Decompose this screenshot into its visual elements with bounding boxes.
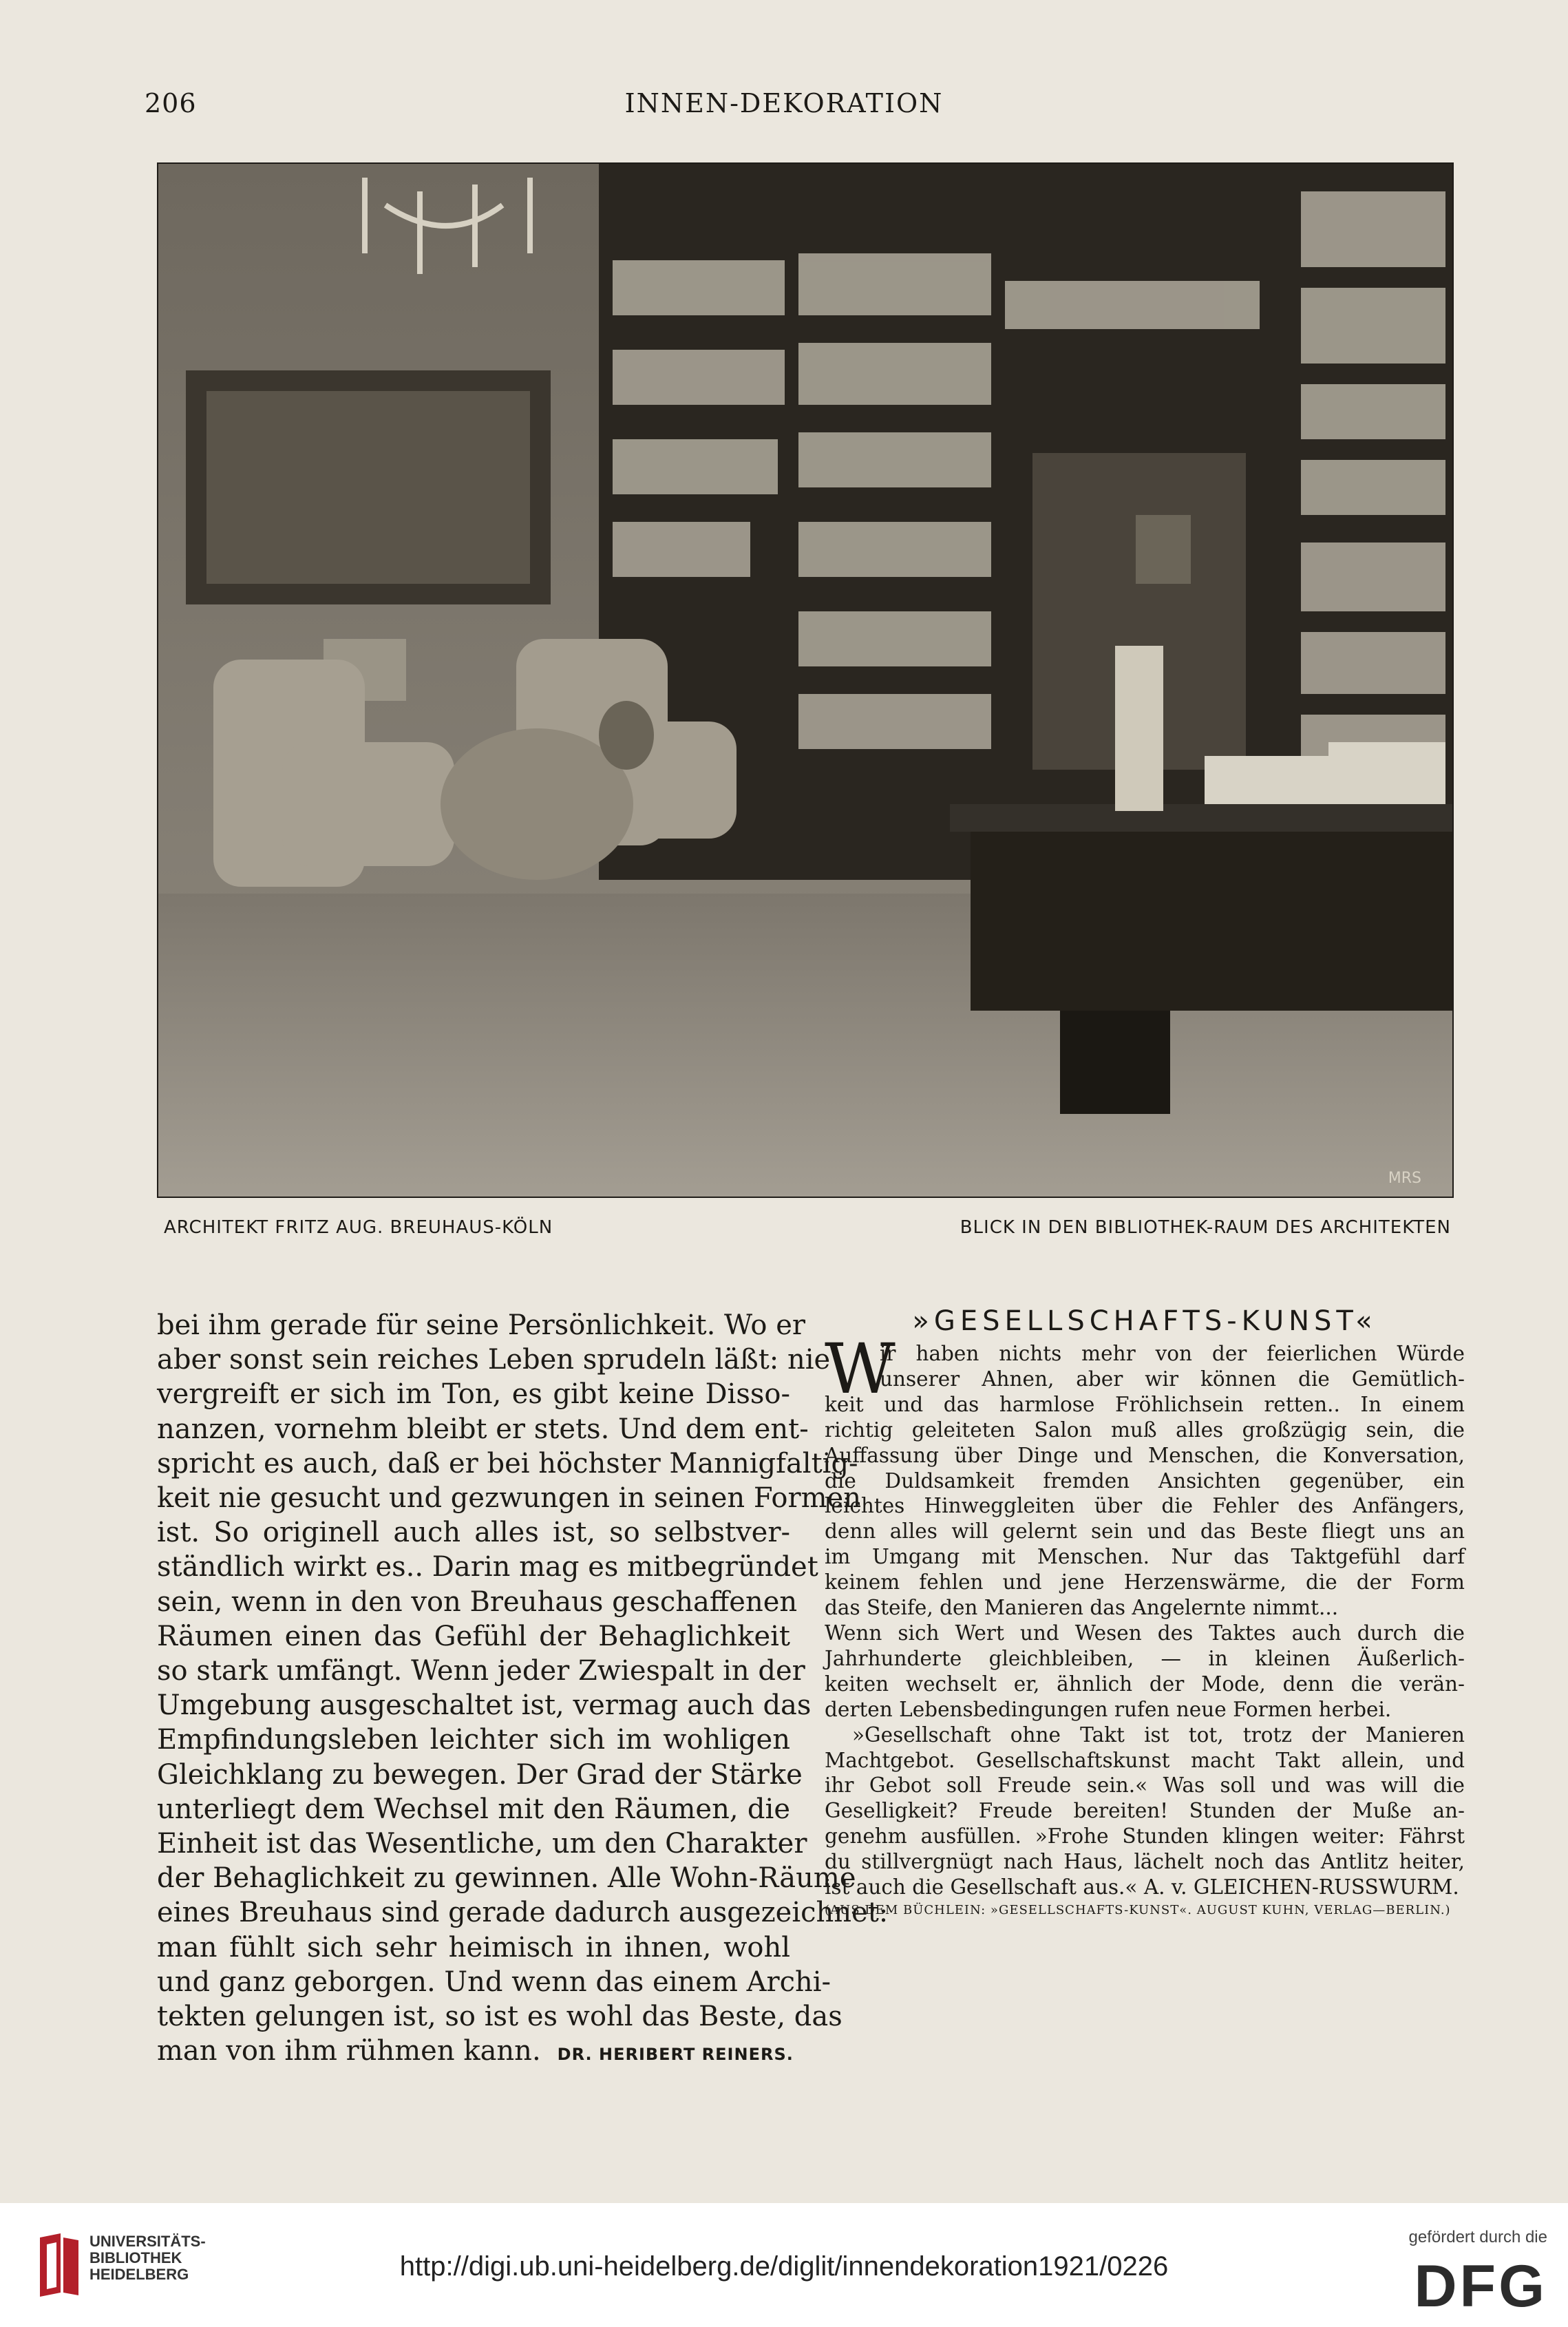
text-line: unserer Ahnen, aber wir können die Gemütlich-: [880, 1367, 1465, 1391]
text-line: derten Lebensbedingungen rufen neue Formen herbei.: [825, 1697, 1392, 1721]
essay-body: [825, 1329, 1465, 1917]
text-line: man von ihm rühmen kann.: [157, 2035, 541, 2067]
text-line: Empfindungsleben leichter sich im wohligen: [157, 1724, 790, 1756]
desk-vase: [1115, 646, 1163, 811]
text-line: richtig geleiteten Salon muß alles großzügig sein, die: [825, 1418, 1465, 1442]
text-line: Auffassung über Dinge und Menschen, die Konversation,: [825, 1443, 1465, 1467]
caption-architect: ARCHITEKT FRITZ AUG. BREUHAUS-KÖLN: [164, 1217, 553, 1238]
text-line: tekten gelungen ist, so ist es wohl das Beste, das: [157, 2001, 843, 2033]
funding-label: gefördert durch die: [1408, 2228, 1547, 2246]
dfg-logo: DFG: [1414, 2253, 1547, 2319]
library-name-line: HEIDELBERG: [89, 2266, 189, 2283]
text-line: keit nie gesucht und gezwungen in seinen Formen: [157, 1482, 861, 1515]
essay-title: »GESELLSCHAFTS-KUNST«: [912, 1305, 1377, 1337]
text-line: unterliegt dem Wechsel mit den Räumen, die: [157, 1793, 790, 1825]
text-line: eines Breuhaus sind gerade dadurch ausgezeichnet:: [157, 1897, 889, 1929]
text-line: keiten wechselt er, ähnlich der Mode, denn die verän-: [825, 1672, 1465, 1696]
text-line: im Umgang mit Menschen. Nur das Taktgefühl darf: [825, 1545, 1465, 1569]
permalink-url[interactable]: http://digi.ub.uni-heidelberg.de/diglit/innendekoration1921/0226: [399, 2251, 1169, 2282]
right-text-column: [825, 1305, 1465, 1917]
text-line: die Duldsamkeit fremden Ansichten gegenüber, ein: [825, 1468, 1465, 1493]
text-line: ist auch die Gesellschaft aus.« A. v. GLEICHEN-RUSSWURM.: [825, 1875, 1459, 1899]
text-line: Gleichklang zu bewegen. Der Grad der Stärke: [157, 1758, 803, 1791]
text-line: bei ihm gerade für seine Persönlichkeit. Wo er: [157, 1309, 805, 1341]
text-line: Machtgebot. Gesellschaftskunst macht Takt allein, und: [825, 1748, 1465, 1772]
text-line: man fühlt sich sehr heimisch in ihnen, wohl: [157, 1931, 790, 1963]
text-line: ir haben nichts mehr von der feierlichen Würde: [880, 1342, 1465, 1365]
text-line: aber sonst sein reiches Leben sprudeln läßt: nie: [157, 1344, 831, 1376]
text-line: keit und das harmlose Fröhlichsein retten.. In einem: [825, 1392, 1465, 1416]
photo-signature: MRS: [1388, 1170, 1421, 1187]
text-line: Wenn sich Wert und Wesen des Taktes auch durch die: [825, 1621, 1465, 1645]
text-line: du stillvergnügt nach Haus, lächelt noch das Antlitz heiter,: [825, 1850, 1465, 1874]
text-line: ihr Gebot soll Freude sein.« Was soll und was will die: [825, 1773, 1465, 1798]
text-line: leichtes Hinweggleiten über die Fehler des Anfängers,: [825, 1494, 1465, 1518]
text-line: vergreift er sich im Ton, es gibt keine Disso-: [157, 1378, 790, 1411]
left-text-column: [157, 1308, 889, 2072]
text-line: ständlich wirkt es.. Darin mag es mitbegründet: [157, 1551, 818, 1583]
text-line: Einheit ist das Wesentliche, um den Charakter: [157, 1828, 807, 1860]
door-picture: [1136, 515, 1191, 584]
library-room-photograph: [157, 162, 1454, 1198]
text-line-final: [157, 2034, 794, 2072]
photo-illustration: [158, 164, 1452, 1197]
article-author: DR. HERIBERT REINERS.: [557, 2045, 794, 2065]
text-line: denn alles will gelernt sein und das Beste fliegt uns an: [825, 1519, 1465, 1544]
caption-room: BLICK IN DEN BIBLIOTHEK-RAUM DES ARCHITEKTEN: [960, 1217, 1451, 1238]
text-line: Geselligkeit? Freude bereiten! Stunden der Muße an-: [825, 1799, 1465, 1823]
text-line: ist. So originell auch alles ist, so selbstver-: [157, 1517, 790, 1549]
text-line: Räumen einen das Gefühl der Behaglichkeit: [157, 1620, 790, 1652]
text-line: Jahrhunderte gleichbleiben, — in kleinen Äußerlich-: [825, 1646, 1465, 1670]
text-line: sein, wenn in den von Breuhaus geschaffenen: [157, 1586, 798, 1618]
text-line: Umgebung ausgeschaltet ist, vermag auch das: [157, 1689, 812, 1722]
text-line: keinem fehlen und jene Herzenswärme, die der Form: [825, 1570, 1465, 1594]
running-title: INNEN-DEKORATION: [624, 88, 944, 118]
text-line: so stark umfängt. Wenn jeder Zwiespalt in der: [157, 1655, 805, 1687]
flower-vase: [599, 701, 654, 770]
text-line: der Behaglichkeit zu gewinnen. Alle Wohn-Räume: [157, 1862, 856, 1895]
source-note: (AUS DEM BÜCHLEIN: »GESELLSCHAFTS-KUNST«. AUGUST KUHN, VERLAG—BERLIN.): [825, 1902, 1451, 1917]
text-line: spricht es auch, daß er bei höchster Mannigfaltig-: [157, 1447, 858, 1480]
text-line: nanzen, vornehm bleibt er stets. Und dem ent-: [157, 1413, 809, 1445]
library-name-line: UNIVERSITÄTS-: [89, 2233, 206, 2250]
library-name-line: BIBLIOTHEK: [89, 2249, 182, 2266]
text-line: genehm ausfüllen. »Frohe Stunden klingen weiter: Fährst: [825, 1824, 1465, 1849]
text-line: das Steife, den Manieren das Angelernte nimmt...: [825, 1596, 1339, 1620]
drop-cap: W: [825, 1329, 896, 1409]
page-number: 206: [145, 88, 197, 118]
text-line: und ganz geborgen. Und wenn das einem Archi-: [157, 1966, 831, 1998]
wall-cabinet: [186, 370, 551, 604]
text-line: »Gesellschaft ohne Takt ist tot, trotz der Manieren: [852, 1723, 1465, 1747]
